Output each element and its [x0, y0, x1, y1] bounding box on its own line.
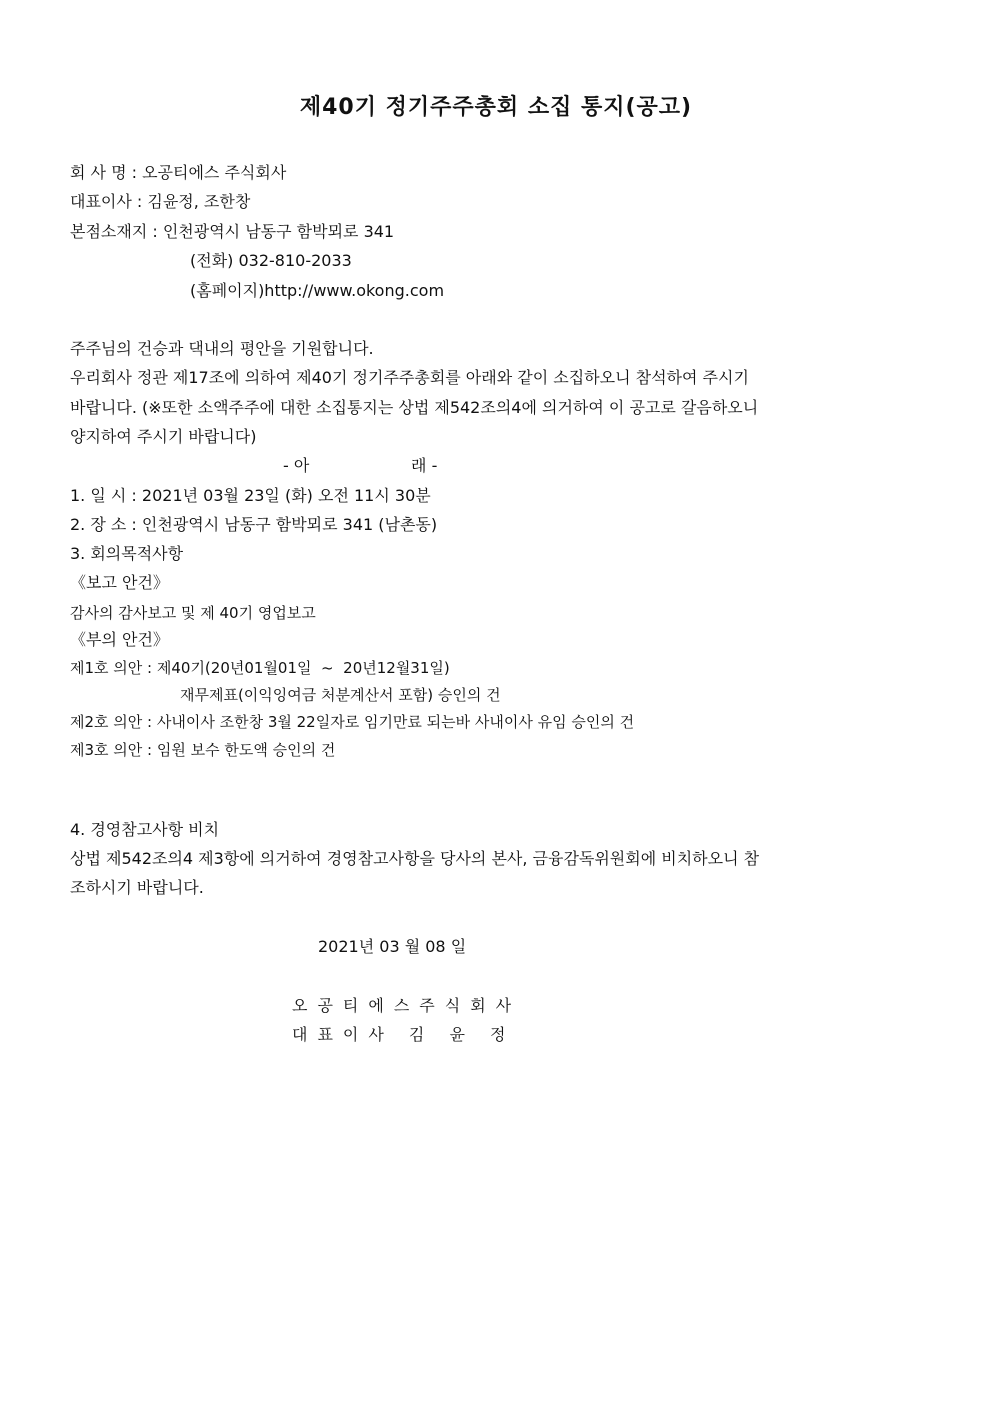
company-name-line: 회 사 명 : 오공티에스 주식회사 [70, 163, 287, 182]
signature-ceo: 대표이사 김 윤 정 [292, 1025, 516, 1044]
resolution-1-line-1: 제1호 의안 : 제40기(20년01월01일 ~ 20년12월31일) [70, 659, 450, 677]
signature-company: 오공티에스주식회사 [292, 996, 522, 1015]
address-line: 본점소재지 : 인천광역시 남동구 함박뫼로 341 [70, 222, 395, 241]
section4-heading: 4. 경영참고사항 비치 [70, 820, 220, 839]
notice-date: 2021년 03 월 08 일 [318, 937, 467, 956]
resolution-1-line-2: 재무제표(이익잉여금 처분계산서 포함) 승인의 건 [180, 686, 501, 704]
meeting-place: 2. 장 소 : 인천광역시 남동구 함박뫼로 341 (남촌동) [70, 515, 438, 534]
below-marker: - 아 래 - [283, 456, 438, 475]
greeting-line-2: 우리회사 정관 제17조에 의하여 제40기 정기주주총회를 아래와 같이 소집하오니 참석하여 주시기 [70, 368, 749, 387]
resolution-heading: 《부의 안건》 [70, 630, 169, 649]
section4-line-1: 상법 제542조의4 제3항에 의거하여 경영참고사항을 당사의 본사, 금융감독위원회에 비치하오니 참 [70, 849, 760, 868]
phone-line: (전화) 032-810-2033 [190, 251, 352, 270]
resolution-3: 제3호 의안 : 임원 보수 한도액 승인의 건 [70, 741, 336, 759]
ceo-line: 대표이사 : 김윤정, 조한창 [70, 192, 251, 211]
meeting-datetime: 1. 일 시 : 2021년 03월 23일 (화) 오전 11시 30분 [70, 486, 431, 505]
greeting-line-4: 양지하여 주시기 바랍니다) [70, 427, 257, 446]
agenda-heading: 3. 회의목적사항 [70, 544, 184, 563]
report-heading: 《보고 안건》 [70, 573, 169, 592]
homepage-line: (홈페이지)http://www.okong.com [190, 281, 445, 300]
document-title: 제40기 정기주주총회 소집 통지(공고) [299, 95, 693, 120]
section4-line-2: 조하시기 바랍니다. [70, 878, 204, 897]
resolution-2: 제2호 의안 : 사내이사 조한창 3월 22일자로 임기만료 되는바 사내이사 유임 승인의 건 [70, 713, 635, 731]
greeting-line-1: 주주님의 건승과 댁내의 평안을 기원합니다. [70, 339, 374, 358]
greeting-line-3: 바랍니다. (※또한 소액주주에 대한 소집통지는 상법 제542조의4에 의거하여 이 공고로 갈음하오니 [70, 398, 759, 417]
report-item: 감사의 감사보고 및 제 40기 영업보고 [70, 604, 316, 622]
